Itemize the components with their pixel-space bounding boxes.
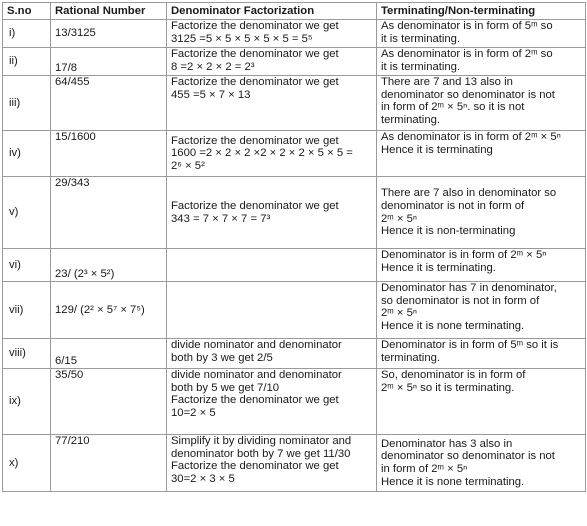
row-factorization bbox=[167, 76, 377, 131]
result-line: so denominator is not in form of bbox=[381, 294, 540, 307]
table-row bbox=[3, 177, 586, 249]
factorization-line: 1600 =2 × 2 × 2 ×2 × 2 × 2 × 5 × 5 = bbox=[171, 147, 353, 160]
row-sno: ii) bbox=[3, 48, 51, 76]
row-sno: iv) bbox=[3, 131, 51, 177]
row-result bbox=[377, 249, 586, 282]
table-row bbox=[3, 339, 586, 369]
factorization-line: divide nominator and denominator bbox=[171, 339, 342, 351]
table-row bbox=[3, 249, 586, 282]
row-result bbox=[377, 282, 586, 339]
factorization-line: Simplify it by dividing nominator and bbox=[171, 435, 352, 447]
row-rational-number: 15/1600 bbox=[51, 131, 167, 177]
row-rational-number: 29/343 bbox=[51, 177, 167, 249]
result-line: As denominator is in form of 5ᵐ so bbox=[381, 20, 553, 32]
table-row bbox=[3, 76, 586, 131]
result-line: There are 7 also in denominator so bbox=[381, 187, 557, 200]
factorization-line: Factorize the denominator we get bbox=[171, 20, 339, 32]
factorization-line: both by 5 we get 7/10 bbox=[171, 381, 280, 394]
result-line: Denominator has 7 in denominator, bbox=[381, 282, 557, 294]
result-line: There are 7 and 13 also in bbox=[381, 76, 513, 88]
row-factorization bbox=[167, 369, 377, 435]
result-line: Hence it is none terminating. bbox=[381, 319, 525, 332]
result-line: it is terminating. bbox=[381, 60, 461, 73]
result-line: in form of 2ᵐ × 5ⁿ bbox=[381, 463, 468, 475]
row-sno: x) bbox=[3, 435, 51, 492]
header-rational-number: Rational Number bbox=[51, 3, 167, 20]
result-line: So, denominator is in form of bbox=[381, 369, 526, 381]
row-result bbox=[377, 48, 586, 76]
result-line: Hence it is none terminating. bbox=[381, 475, 525, 488]
result-line: terminating. bbox=[381, 113, 441, 126]
result-line: Hence it is terminating bbox=[381, 143, 493, 156]
header-denominator-factorization: Denominator Factorization bbox=[167, 3, 377, 20]
row-factorization bbox=[167, 177, 377, 249]
row-sno: vii) bbox=[3, 282, 51, 339]
row-factorization bbox=[167, 249, 377, 282]
header-terminating: Terminating/Non-terminating bbox=[377, 3, 586, 20]
row-sno: viii) bbox=[3, 339, 51, 369]
result-line: 2ᵐ × 5ⁿ bbox=[381, 212, 418, 225]
table-row bbox=[3, 131, 586, 177]
row-rational-number: 129/ (2² × 5⁷ × 7⁵) bbox=[51, 282, 167, 339]
result-line: As denominator is in form of 2ᵐ so bbox=[381, 48, 553, 60]
factorization-line: Factorize the denominator we get bbox=[171, 394, 339, 407]
row-result bbox=[377, 339, 586, 369]
result-line: Denominator is in form of 5ᵐ so it is bbox=[381, 339, 559, 351]
factorization-line: 30=2 × 3 × 5 bbox=[171, 472, 235, 485]
result-line: it is terminating. bbox=[381, 32, 461, 45]
row-result bbox=[377, 369, 586, 435]
factorization-line: 10=2 × 5 bbox=[171, 406, 216, 419]
factorization-line: Factorize the denominator we get bbox=[171, 460, 339, 473]
table-row bbox=[3, 20, 586, 48]
row-rational-number: 35/50 bbox=[51, 369, 167, 435]
row-result bbox=[377, 131, 586, 177]
row-sno: vi) bbox=[3, 249, 51, 282]
row-result bbox=[377, 76, 586, 131]
row-factorization bbox=[167, 131, 377, 177]
row-factorization bbox=[167, 282, 377, 339]
row-factorization bbox=[167, 339, 377, 369]
row-factorization bbox=[167, 435, 377, 492]
factorization-line: 8 =2 × 2 × 2 = 2³ bbox=[171, 60, 255, 73]
row-sno: iii) bbox=[3, 76, 51, 131]
result-line: Hence it is non-terminating bbox=[381, 225, 516, 238]
factorization-line: divide nominator and denominator bbox=[171, 369, 342, 381]
header-sno: S.no bbox=[3, 3, 51, 20]
factorization-line: 455 =5 × 7 × 13 bbox=[171, 88, 251, 101]
row-sno: ix) bbox=[3, 369, 51, 435]
result-line: denominator is not in form of bbox=[381, 199, 525, 212]
result-line: 2ᵐ × 5ⁿ bbox=[381, 307, 418, 320]
factorization-line: both by 3 we get 2/5 bbox=[171, 351, 273, 364]
row-result bbox=[377, 435, 586, 492]
row-rational-number: 64/455 bbox=[51, 76, 167, 131]
row-rational-number: 17/8 bbox=[51, 48, 167, 76]
row-rational-number: 23/ (2³ × 5²) bbox=[51, 249, 167, 282]
table-row bbox=[3, 282, 586, 339]
row-result bbox=[377, 177, 586, 249]
factorization-line: Factorize the denominator we get bbox=[171, 134, 339, 147]
rational-numbers-table bbox=[2, 2, 586, 492]
factorization-line: 3125 =5 × 5 × 5 × 5 × 5 = 5⁵ bbox=[171, 32, 313, 45]
row-rational-number: 77/210 bbox=[51, 435, 167, 492]
row-factorization bbox=[167, 48, 377, 76]
result-line: denominator so denominator is not bbox=[381, 88, 555, 101]
header-row bbox=[3, 3, 586, 20]
factorization-line: 2⁶ × 5² bbox=[171, 159, 205, 172]
result-line: Denominator is in form of 2ᵐ × 5ⁿ bbox=[381, 249, 547, 261]
table-row bbox=[3, 369, 586, 435]
row-sno: v) bbox=[3, 177, 51, 249]
table-row bbox=[3, 435, 586, 492]
row-rational-number: 6/15 bbox=[51, 339, 167, 369]
factorization-line: Factorize the denominator we get bbox=[171, 76, 339, 88]
row-rational-number: 13/3125 bbox=[51, 20, 167, 48]
row-factorization bbox=[167, 20, 377, 48]
result-line: terminating. bbox=[381, 351, 441, 364]
row-sno: i) bbox=[3, 20, 51, 48]
result-line: Hence it is terminating. bbox=[381, 261, 496, 274]
result-line: in form of 2ᵐ × 5ⁿ. so it is not bbox=[381, 101, 525, 114]
table-row bbox=[3, 48, 586, 76]
factorization-line: 343 = 7 × 7 × 7 = 7³ bbox=[171, 212, 271, 225]
factorization-line: Factorize the denominator we get bbox=[171, 199, 339, 212]
factorization-line: denominator both by 7 we get 11/30 bbox=[171, 447, 351, 460]
factorization-line: Factorize the denominator we get bbox=[171, 48, 339, 60]
result-line: As denominator is in form of 2ᵐ × 5ⁿ bbox=[381, 131, 561, 143]
row-result bbox=[377, 20, 586, 48]
result-line: 2ᵐ × 5ⁿ so it is terminating. bbox=[381, 381, 515, 394]
result-line: denominator so denominator is not bbox=[381, 450, 555, 463]
result-line: Denominator has 3 also in bbox=[381, 437, 513, 450]
